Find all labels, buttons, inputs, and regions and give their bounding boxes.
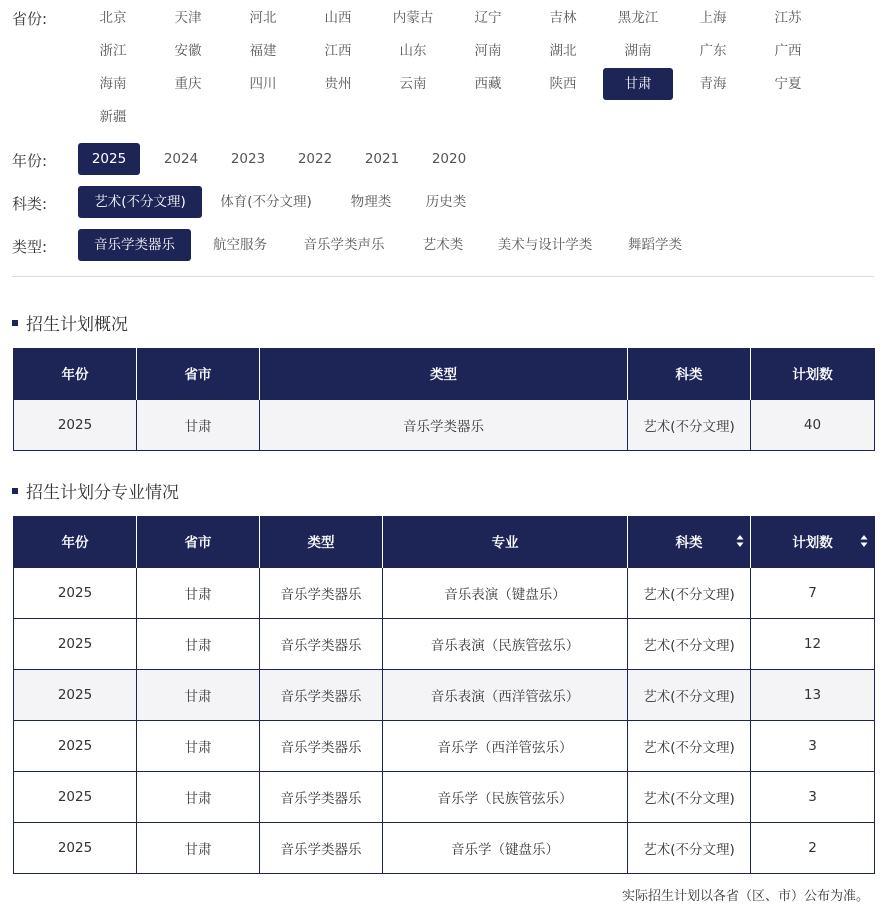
province-option[interactable]: 浙江 <box>99 43 127 59</box>
year-filter-label: 年份: <box>12 152 48 170</box>
section-bullet-icon <box>12 320 18 326</box>
table-cell: 音乐学类器乐 <box>260 399 628 450</box>
table-cell: 40 <box>751 399 875 450</box>
table-cell: 3 <box>751 771 875 822</box>
table-cell: 音乐学（民族管弦乐） <box>383 771 628 822</box>
province-option[interactable]: 甘肃 <box>603 68 673 100</box>
table-cell: 2025 <box>14 720 137 771</box>
table-cell: 13 <box>751 669 875 720</box>
table-cell: 甘肃 <box>137 720 260 771</box>
sort-icon[interactable] <box>860 534 868 548</box>
province-option[interactable]: 山西 <box>324 10 352 26</box>
table-cell: 音乐学类器乐 <box>260 618 383 669</box>
year-option[interactable]: 2023 <box>230 151 266 167</box>
province-option[interactable]: 江苏 <box>774 10 802 26</box>
province-option[interactable]: 海南 <box>99 76 127 92</box>
table-cell: 12 <box>751 618 875 669</box>
majors-header-row <box>14 516 875 567</box>
province-option[interactable]: 青海 <box>699 76 727 92</box>
year-option[interactable]: 2022 <box>297 151 333 167</box>
table-cell: 甘肃 <box>137 822 260 873</box>
province-filter-label: 省份: <box>12 10 48 28</box>
table-cell: 2025 <box>14 618 137 669</box>
table-cell: 甘肃 <box>137 567 260 618</box>
divider <box>12 276 874 277</box>
table-cell: 音乐表演（西洋管弦乐） <box>383 669 628 720</box>
overview-header-cell <box>628 348 751 399</box>
sort-icon[interactable] <box>736 534 744 548</box>
province-option[interactable]: 北京 <box>99 10 127 26</box>
majors-header-label: 专业 <box>491 535 519 552</box>
majors-section-title <box>12 478 179 503</box>
overview-header-cell <box>751 348 875 399</box>
province-option[interactable]: 西藏 <box>474 76 502 92</box>
table-cell: 2025 <box>14 567 137 618</box>
province-option[interactable]: 新疆 <box>99 109 127 125</box>
subject-option[interactable]: 历史类 <box>425 194 467 210</box>
majors-header-label: 年份 <box>61 535 89 552</box>
table-cell: 2025 <box>14 669 137 720</box>
majors-header-label: 省市 <box>184 535 212 552</box>
table-cell: 甘肃 <box>137 618 260 669</box>
majors-header-cell <box>137 516 260 567</box>
table-cell: 音乐表演（键盘乐） <box>383 567 628 618</box>
province-option[interactable]: 陕西 <box>549 76 577 92</box>
province-option[interactable]: 云南 <box>399 76 427 92</box>
type-option[interactable]: 美术与设计学类 <box>497 237 593 253</box>
subject-option[interactable]: 艺术(不分文理) <box>78 186 202 218</box>
table-row <box>14 567 875 618</box>
type-filter <box>12 236 874 268</box>
majors-header-cell <box>260 516 383 567</box>
subject-option[interactable]: 物理类 <box>350 194 392 210</box>
table-cell: 艺术(不分文理) <box>628 822 751 873</box>
table-cell: 艺术(不分文理) <box>628 669 751 720</box>
majors-header-label: 科类 <box>675 535 703 552</box>
table-cell: 3 <box>751 720 875 771</box>
type-option[interactable]: 舞蹈学类 <box>628 237 682 253</box>
footnote: 实际招生计划以各省（区、市）公布为准。 <box>621 889 869 904</box>
table-row <box>14 822 875 873</box>
table-cell: 2 <box>751 822 875 873</box>
table-row <box>14 669 875 720</box>
table-cell: 艺术(不分文理) <box>628 771 751 822</box>
province-option[interactable]: 河南 <box>474 43 502 59</box>
table-cell: 2025 <box>14 822 137 873</box>
overview-header-label: 省市 <box>184 367 212 384</box>
province-option[interactable]: 安徽 <box>174 43 202 59</box>
table-cell: 音乐学（西洋管弦乐） <box>383 720 628 771</box>
overview-header-label: 类型 <box>430 367 457 384</box>
year-option[interactable]: 2024 <box>163 151 199 167</box>
table-cell: 7 <box>751 567 875 618</box>
province-option[interactable]: 广东 <box>699 43 727 59</box>
majors-header-cell[interactable] <box>628 516 751 567</box>
type-filter-label: 类型: <box>12 238 48 256</box>
province-option[interactable]: 河北 <box>249 10 277 26</box>
province-option[interactable]: 广西 <box>774 43 802 59</box>
type-option[interactable]: 航空服务 <box>213 237 267 253</box>
overview-section-title <box>12 310 128 335</box>
year-option[interactable]: 2025 <box>78 143 140 175</box>
table-cell: 音乐学类器乐 <box>260 567 383 618</box>
type-option[interactable]: 音乐学类声乐 <box>303 237 385 253</box>
table-cell: 甘肃 <box>137 669 260 720</box>
province-option[interactable]: 湖南 <box>624 43 652 59</box>
majors-header-label: 计划数 <box>792 535 833 552</box>
type-option[interactable]: 音乐学类器乐 <box>78 229 191 261</box>
table-cell: 音乐学类器乐 <box>260 771 383 822</box>
province-option[interactable]: 天津 <box>174 10 202 26</box>
majors-title-text: 招生计划分专业情况 <box>26 483 179 503</box>
province-option[interactable]: 贵州 <box>324 76 352 92</box>
province-option[interactable]: 福建 <box>249 43 277 59</box>
province-option[interactable]: 四川 <box>249 76 277 92</box>
table-row <box>14 399 875 450</box>
table-row <box>14 720 875 771</box>
overview-header-cell <box>260 348 628 399</box>
majors-header-cell[interactable] <box>751 516 875 567</box>
overview-table <box>13 348 875 451</box>
majors-header-cell <box>14 516 137 567</box>
year-option[interactable]: 2020 <box>431 151 467 167</box>
table-cell: 艺术(不分文理) <box>628 720 751 771</box>
province-filter <box>12 8 874 138</box>
majors-header-label: 类型 <box>307 535 335 552</box>
overview-header-cell <box>14 348 137 399</box>
year-option[interactable]: 2021 <box>364 151 400 167</box>
overview-header-label: 年份 <box>61 367 89 384</box>
province-option[interactable]: 吉林 <box>549 10 577 26</box>
table-cell: 艺术(不分文理) <box>628 618 751 669</box>
subject-option[interactable]: 体育(不分文理) <box>220 194 312 210</box>
subject-filter <box>12 193 874 225</box>
majors-table <box>13 516 875 874</box>
table-row <box>14 618 875 669</box>
type-option[interactable]: 艺术类 <box>422 237 464 253</box>
overview-header-row <box>14 348 875 399</box>
table-cell: 艺术(不分文理) <box>628 399 751 450</box>
overview-header-cell <box>137 348 260 399</box>
subject-filter-label: 科类: <box>12 195 48 213</box>
section-bullet-icon <box>12 488 18 494</box>
province-option[interactable]: 湖北 <box>549 43 577 59</box>
province-option[interactable]: 内蒙古 <box>392 10 434 26</box>
province-option[interactable]: 重庆 <box>174 76 202 92</box>
overview-header-label: 计划数 <box>792 367 833 384</box>
table-cell: 音乐学类器乐 <box>260 822 383 873</box>
province-option[interactable]: 黑龙江 <box>617 10 659 26</box>
overview-header-label: 科类 <box>675 367 703 384</box>
overview-title-text: 招生计划概况 <box>26 315 128 335</box>
table-cell: 2025 <box>14 771 137 822</box>
table-cell: 音乐学类器乐 <box>260 669 383 720</box>
table-cell: 艺术(不分文理) <box>628 567 751 618</box>
table-cell: 音乐学类器乐 <box>260 720 383 771</box>
province-option[interactable]: 辽宁 <box>474 10 502 26</box>
majors-header-cell <box>383 516 628 567</box>
table-cell: 音乐表演（民族管弦乐） <box>383 618 628 669</box>
year-filter <box>12 150 874 182</box>
table-cell: 甘肃 <box>137 771 260 822</box>
province-option[interactable]: 山东 <box>399 43 427 59</box>
table-row <box>14 771 875 822</box>
table-cell: 2025 <box>14 399 137 450</box>
table-cell: 音乐学（键盘乐） <box>383 822 628 873</box>
table-cell: 甘肃 <box>137 399 260 450</box>
province-option[interactable]: 上海 <box>699 10 727 26</box>
province-option[interactable]: 宁夏 <box>774 76 802 92</box>
province-option[interactable]: 江西 <box>324 43 352 59</box>
